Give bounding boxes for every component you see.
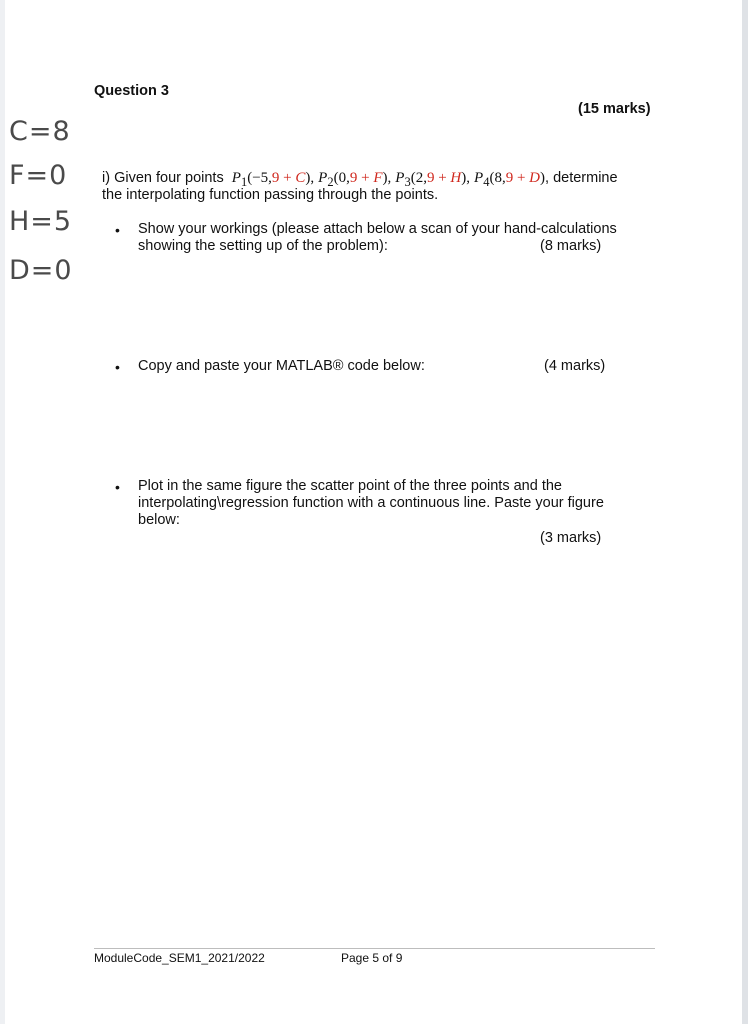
bullet-dot-1: • [115,222,120,238]
point-p4: $P_4(8,9 + D)$ [474,170,546,189]
handwritten-note-h: H=5 [9,206,73,237]
part-i-line-2: the interpolating function passing through the points. [102,187,439,203]
point-p2: $P_2(0,9 + F)$, [318,170,392,189]
bullet-2-line-1: Copy and paste your MATLAB® code below: [138,358,425,374]
page-edge-shadow [742,0,748,1024]
handwritten-note-f: F=0 [9,160,68,191]
part-i-intro: i) Given four points [102,170,224,186]
bullet-2-marks: (4 marks) [544,358,606,374]
bullet-3-line-3: below: [138,512,180,528]
point-p3: $P_3(2,9 + H)$, [395,170,470,189]
handwritten-note-c: C=8 [9,116,71,147]
footer-page-number: Page 5 of 9 [341,951,403,965]
handwritten-note-d: D=0 [9,255,73,286]
bullet-dot-2: • [115,359,120,375]
bullet-1-marks: (8 marks) [540,238,602,254]
point-p1: $P_1(-5,9 + C)$, [231,170,315,189]
bullet-3-line-1: Plot in the same figure the scatter point of the three points and the [138,478,562,494]
bullet-dot-3: • [115,479,120,495]
bullet-3-line-2: interpolating\regression function with a continuous line. Paste your figure [138,495,604,511]
bullet-3-marks: (3 marks) [540,530,602,546]
footer-divider [94,948,655,949]
question-marks: (15 marks) [578,101,651,117]
question-title: Question 3 [94,83,169,99]
part-i-tail: , determine [545,170,618,186]
bullet-1-line-1: Show your workings (please attach below a scan of your hand-calculations [138,221,617,237]
bullet-1-line-2: showing the setting up of the problem): [138,238,388,254]
footer-module-code: ModuleCode_SEM1_2021/2022 [94,951,265,965]
document-page [5,0,742,1024]
